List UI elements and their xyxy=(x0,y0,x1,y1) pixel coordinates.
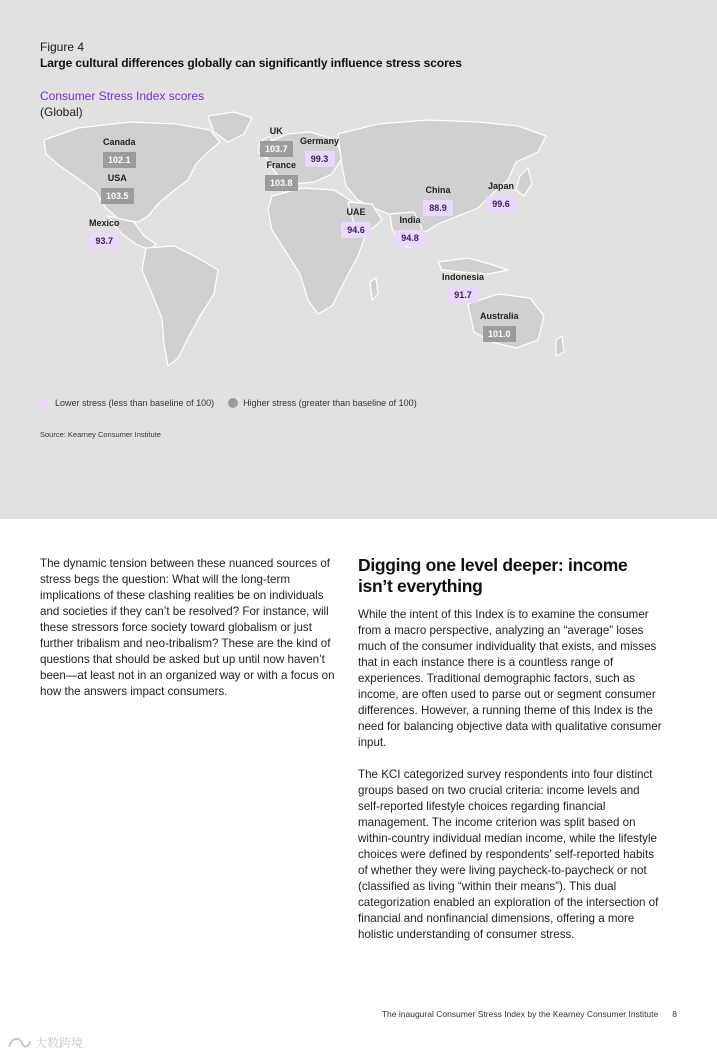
figure-source: Source: Kearney Consumer Institute xyxy=(40,430,161,439)
legend xyxy=(40,398,431,408)
country-indonesia xyxy=(442,272,484,303)
legend-item-high xyxy=(228,398,417,408)
figure-label: Figure 4 xyxy=(40,40,85,54)
map-south-america xyxy=(142,246,218,366)
country-score: 91.7 xyxy=(448,287,478,303)
country-score: 94.6 xyxy=(341,222,371,238)
page-footer xyxy=(382,1009,677,1019)
map-new-zealand xyxy=(556,336,564,356)
right-column xyxy=(358,555,663,959)
country-score: 103.7 xyxy=(260,141,293,157)
country-uk xyxy=(260,126,293,157)
legend-swatch-low xyxy=(40,398,50,408)
watermark xyxy=(6,1034,83,1051)
country-mexico xyxy=(89,218,120,249)
country-name: Indonesia xyxy=(442,272,485,282)
watermark-text: 大数跨境 xyxy=(35,1036,84,1050)
country-score: 102.1 xyxy=(103,152,136,168)
country-name: Germany xyxy=(300,136,340,146)
country-score: 99.3 xyxy=(305,151,335,167)
country-name: India xyxy=(399,215,421,225)
chart-subtitle: (Global) xyxy=(40,105,83,119)
country-japan xyxy=(486,181,516,212)
country-name: UK xyxy=(269,126,283,136)
page-number: 8 xyxy=(672,1009,677,1019)
right-paragraph-1: While the intent of this Index is to examine the consumer from a macro perspective, analyzing an “average” loses much of the consumer individuality that exists, and misses that in each instance there is a countless range of experiences. Traditional demographic factors, such as income, are often used to parse out or segment consumer differences. However, a running theme of this Index is the need for balancing objective data with qualitative consumer input. xyxy=(358,608,662,749)
right-paragraph-2: The KCI categorized survey respondents into four distinct groups based on two crucial criteria: income levels and self-reported lifestyle choices regarding financial management. The income criterion was split based on within-country individual median income, while the lifestyle choices were defined by respondents’ self-reported habits of whether they were living paycheck-to-paycheck or not (classified as living “within their means”). This dual categorization enabled an exploration of the intersection of financial and nonfinancial dimensions, offering a more holistic understanding of consumer stress. xyxy=(358,768,659,941)
legend-label-low: Lower stress (less than baseline of 100) xyxy=(55,398,215,408)
country-name: Australia xyxy=(480,311,519,321)
section-heading: Digging one level deeper: income isn’t everything xyxy=(358,555,628,596)
country-score: 94.8 xyxy=(395,230,425,246)
country-name: China xyxy=(425,185,451,195)
country-score: 88.9 xyxy=(423,200,453,216)
chart-title: Consumer Stress Index scores xyxy=(40,89,205,103)
country-name: France xyxy=(266,160,297,170)
country-score: 99.6 xyxy=(486,196,516,212)
country-name: Japan xyxy=(487,181,514,191)
legend-item-low xyxy=(40,398,214,408)
legend-label-high: Higher stress (greater than baseline of 100) xyxy=(243,398,417,408)
country-name: Mexico xyxy=(89,218,120,228)
country-india xyxy=(395,215,425,246)
country-score: 101.0 xyxy=(483,326,516,342)
figure-panel xyxy=(0,0,717,519)
country-uae xyxy=(341,207,371,238)
country-name: UAE xyxy=(346,207,366,217)
country-score: 103.5 xyxy=(101,188,134,204)
left-column-text: The dynamic tension between these nuanced sources of stress begs the question: What will the long-term implications of these clashing realities be on individuals and societies if they can’t be resolved? For instance, will these stressors force society toward globalism or just further tribalism and neo-tribalism? These are the kind of questions that should be asked but up until now haven’t been—at least not in an organized way or with a focus on how the answers impact consumers. xyxy=(40,557,335,698)
watermark-logo-icon xyxy=(6,1035,32,1051)
country-score: 103.8 xyxy=(265,175,298,191)
legend-swatch-high xyxy=(228,398,238,408)
footer-text: The inaugural Consumer Stress Index by the Kearney Consumer Institute xyxy=(381,1009,659,1019)
country-name: Canada xyxy=(103,137,136,147)
country-australia xyxy=(480,311,519,342)
country-canada xyxy=(103,137,136,168)
country-score: 93.7 xyxy=(89,233,119,249)
country-name: USA xyxy=(107,173,127,183)
country-china xyxy=(423,185,453,216)
country-germany xyxy=(300,136,339,167)
country-france xyxy=(265,160,298,191)
country-usa xyxy=(101,173,134,204)
map-madagascar xyxy=(370,278,378,300)
map-japan xyxy=(516,168,532,196)
figure-title: Large cultural differences globally can significantly influence stress scores xyxy=(40,56,462,70)
